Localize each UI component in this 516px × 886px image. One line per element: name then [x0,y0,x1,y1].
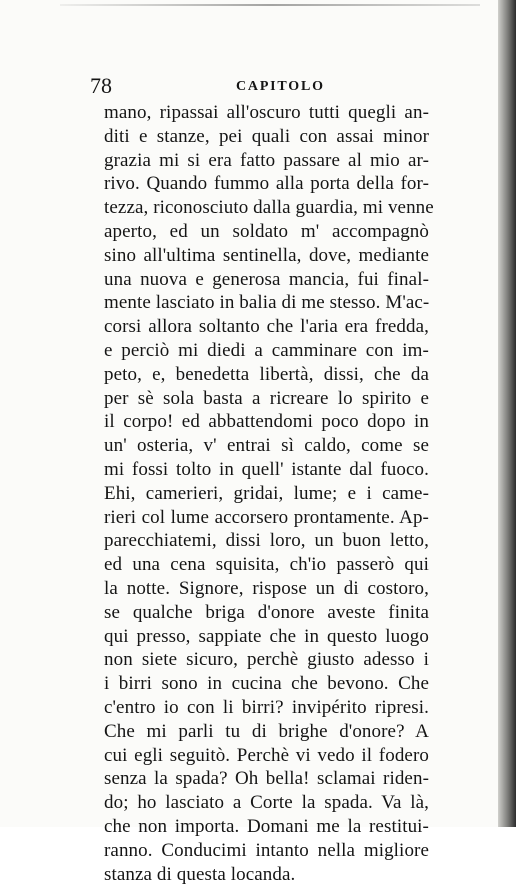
text-line: per sè sola basta a ricreare lo spirito e [104,387,429,411]
text-line: Che mi parli tu di brighe d'onore? A [104,720,429,744]
text-line: mente lasciato in balia di me stesso. M'ac- [104,291,429,315]
text-line: diti e stanze, pei quali con assai minor [104,125,429,149]
text-line: se qualche briga d'onore aveste finita [104,601,429,625]
text-line: parecchiatemi, dissi loro, un buon letto, [104,529,429,553]
text-line: Ehi, camerieri, gridai, lume; e i came- [104,482,429,506]
text-line: rieri col lume accorsero prontamente. Ap- [104,506,429,530]
text-line: un' osteria, v' entrai sì caldo, come se [104,434,429,458]
text-line: ranno. Conducimi intanto nella migliore [104,839,429,863]
text-line: e perciò mi diedi a camminare con im- [104,339,429,363]
text-line: i birri sono in cucina che bevono. Che [104,672,429,696]
page-header [90,74,430,98]
text-line: tezza, riconosciuto dalla guardia, mi venne [104,196,429,220]
text-line: cui egli seguitò. Perchè vi vedo il fodero [104,744,429,768]
running-head: CAPITOLO [236,78,325,96]
text-line: do; ho lasciato a Corte la spada. Va là, [104,791,429,815]
text-line: c'entro io con li birri? invipérito ripresi. [104,696,429,720]
text-line: mano, ripassai all'oscuro tutti quegli an- [104,101,429,125]
text-line: sino all'ultima sentinella, dove, mediante [104,244,429,268]
text-line: mi fossi tolto in quell' istante dal fuoco. [104,458,429,482]
page-number: 78 [90,74,112,98]
text-line: rivo. Quando fummo alla porta della for- [104,172,429,196]
body-text [104,101,429,886]
text-line: aperto, ed un soldato m' accompagnò [104,220,429,244]
text-line: che non importa. Domani me la restitui- [104,815,429,839]
page-top-edge [60,4,480,6]
text-line: il corpo! ed abbattendomi poco dopo in [104,410,429,434]
text-line: la notte. Signore, rispose un di costoro, [104,577,429,601]
text-line: qui presso, sappiate che in questo luogo [104,625,429,649]
book-binding-edge [498,0,516,827]
text-line: stanza di questa locanda. [104,863,429,886]
text-line: corsi allora soltanto che l'aria era fredda, [104,315,429,339]
text-line: senza la spada? Oh bella! sclamai riden- [104,767,429,791]
text-line: grazia mi si era fatto passare al mio ar- [104,149,429,173]
text-line: ed una cena squisita, ch'io passerò qui [104,553,429,577]
text-line: peto, e, benedetta libertà, dissi, che da [104,363,429,387]
text-line: una nuova e generosa mancia, fui final- [104,268,429,292]
text-line: non siete sicuro, perchè giusto adesso i [104,648,429,672]
